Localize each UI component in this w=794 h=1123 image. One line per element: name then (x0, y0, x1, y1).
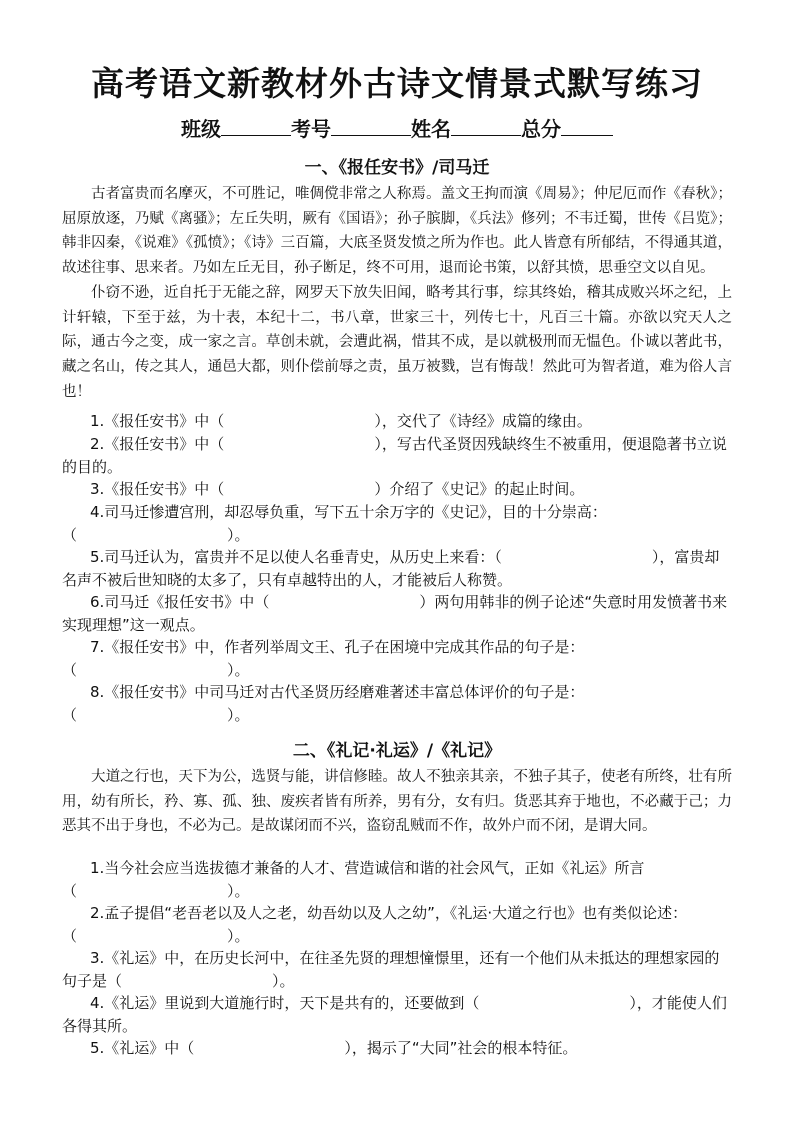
question-text: 1.当今社会应当选拔德才兼备的人才、营造诚信和谐的社会风气，正如《礼运》所言 (90, 859, 645, 877)
question (62, 546, 732, 591)
answer-blank[interactable]: （ ）。 (62, 881, 250, 900)
exam-number-blank[interactable] (331, 117, 411, 136)
question (62, 681, 732, 726)
page-title: 高考语文新教材外古诗文情景式默写练习 (91, 64, 703, 103)
passage-paragraph: 仆窃不逊，近自托于无能之辞，网罗天下放失旧闻，略考其行事，综其终始，稽其成败兴坏之纪，上计轩辕，下至于兹，为十表，本纪十二，书八章，世家三十，列传七十，凡百三十篇。亦欲以究天人之际，通古今之变，成一家之言。草创未就，会遭此祸，惜其不成，是以就极刑而无愠色。仆诚以著此书，藏之名山，传之其人，通邑大都，则仆偿前辱之责，虽万被戮，岂有悔哉！然此可为智者道，难为俗人言也！ (62, 284, 732, 400)
score-label: 总分 (521, 117, 561, 141)
question-text: 1.《报任安书》中（ ），交代了《诗经》成篇的缘由。 (90, 412, 592, 430)
question (62, 902, 732, 947)
question-text: 5.《礼运》中（ ），揭示了“大同”社会的根本特征。 (90, 1039, 578, 1057)
question-text: 2.孟子提倡“老吾老以及人之老，幼吾幼以及人之幼”，《礼运·大道之行也》也有类似论述：（ ）。 (62, 904, 688, 945)
section-heading: 二、《礼记·礼运》/《礼记》 (292, 741, 502, 761)
score-blank[interactable] (561, 117, 613, 136)
student-info-line (0, 113, 794, 142)
passage (62, 182, 732, 404)
answer-blank[interactable]: （ ）。 (62, 660, 250, 679)
question (62, 992, 732, 1037)
question (62, 1037, 732, 1060)
name-blank[interactable] (451, 117, 521, 136)
passage-paragraph: 古者富贵而名摩灭，不可胜记，唯倜傥非常之人称焉。盖文王拘而演《周易》；仲尼厄而作《春秋》；屈原放逐，乃赋《离骚》；左丘失明，厥有《国语》；孙子膑脚，《兵法》修列；不韦迁蜀，世传《吕览》；韩非囚秦，《说难》《孤愤》；《诗》三百篇，大底圣贤发愤之所为作也。此人皆意有所郁结，不得通其道，故述往事、思来者。乃如左丘无目，孙子断足，终不可用，退而论书策，以舒其愤，思垂空文以自见。 (62, 186, 732, 277)
name-label: 姓名 (411, 117, 451, 141)
answer-blank[interactable]: （ ）。 (62, 525, 250, 544)
question (62, 478, 732, 501)
answer-blank[interactable]: （ ）。 (62, 705, 250, 724)
question (62, 501, 732, 546)
question-text: 8.《报任安书》中司马迁对古代圣贤历经磨难著述丰富总体评价的句子是： (90, 683, 585, 701)
question-text: 2.《报任安书》中（ ），写古代圣贤因残缺终生不被重用，便退隐著书立说的目的。 (62, 435, 727, 476)
question-text: 4.司马迁惨遭宫刑，却忍辱负重，写下五十余万字的《史记》，目的十分崇高： (90, 503, 607, 521)
question (62, 857, 732, 902)
question-text: 7.《报任安书》中，作者列举周文王、孔子在困境中完成其作品的句子是： (90, 638, 585, 656)
section-heading: 一、《报任安书》/司马迁 (304, 158, 490, 178)
exam-number-label: 考号 (291, 117, 331, 141)
question-text: 3.《礼运》中，在历史长河中，在往圣先贤的理想憧憬里，还有一个他们从未抵达的理想家园的句子是（ ）。 (62, 949, 720, 990)
question-text: 3.《报任安书》中（ ）介绍了《史记》的起止时间。 (90, 480, 585, 498)
question (62, 433, 732, 478)
class-blank[interactable] (221, 117, 291, 136)
question (62, 410, 732, 433)
question (62, 591, 732, 636)
question-text: 4.《礼运》里说到大道施行时，天下是共有的，还要做到（ ），才能使人们各得其所。 (62, 994, 727, 1035)
question-text: 5.司马迁认为，富贵并不足以使人名垂青史，从历史上来看：（ ），富贵却名声不被后世知晓的太多了，只有卓越特出的人，才能被后人称赞。 (62, 548, 720, 589)
question-text: 6.司马迁《报任安书》中（ ）两句用韩非的例子论述“失意时用发愤著书来实现理想”这一观点。 (62, 593, 728, 634)
question (62, 947, 732, 992)
question (62, 636, 732, 681)
passage-paragraph: 大道之行也，天下为公，选贤与能，讲信修睦。故人不独亲其亲，不独子其子，使老有所终，壮有所用，幼有所长，矜、寡、孤、独、废疾者皆有所养，男有分，女有归。货恶其弃于地也，不必藏于己；力恶其不出于身也，不必为己。是故谋闭而不兴，盗窃乱贼而不作，故外户而不闭，是谓大同。 (62, 769, 732, 835)
passage (62, 765, 732, 839)
class-label: 班级 (181, 117, 221, 141)
